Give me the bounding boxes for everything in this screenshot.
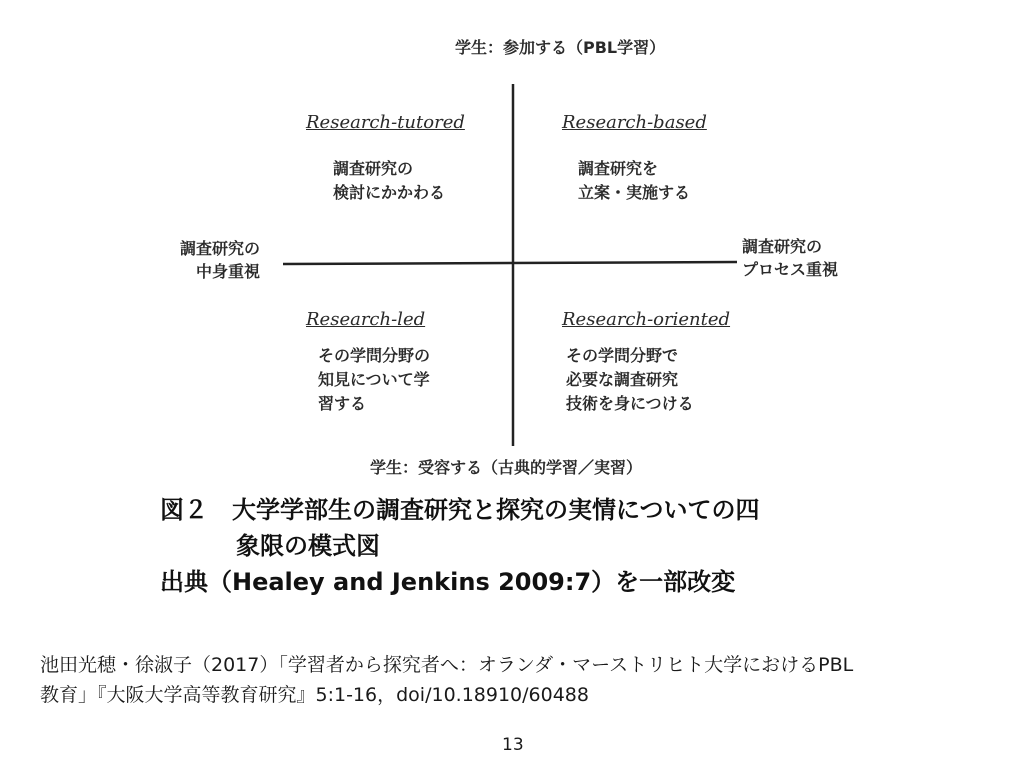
horizontal-axis (283, 262, 737, 264)
axis-label-left (180, 237, 260, 283)
figure-caption (160, 492, 760, 600)
citation-line1: 池田光穂・徐淑子（2017）「学習者から探究者へ：オランダ・マーストリヒト大学におけるPBL (40, 654, 854, 676)
figure-caption-line2: 象限の模式図 (236, 532, 380, 560)
quadrant-title-research-based: Research-based (562, 112, 707, 133)
quadrant-title-research-tutored: Research-tutored (306, 112, 465, 133)
quadrant-text-research-led: その学問分野の 知見について学 習する (318, 346, 431, 413)
quadrant-title-research-led: Research-led (306, 309, 426, 330)
quadrant-title-research-oriented: Research-oriented (562, 309, 731, 330)
axis-label-right-line2: プロセス重視 (742, 260, 839, 279)
page-number: 13 (502, 735, 524, 755)
axis-label-right-line1: 調査研究の (742, 237, 823, 256)
axis-label-bottom: 学生：受容する（古典的学習／実習） (370, 458, 643, 477)
axis-label-top: 学生：参加する（PBL学習） (455, 38, 666, 57)
axis-label-left-line2: 中身重視 (196, 262, 261, 281)
quadrant-text-research-based: 調査研究を 立案・実施する (578, 159, 691, 202)
axis-label-right (742, 235, 838, 281)
quadrant-text-research-oriented: その学問分野で 必要な調査研究 技術を身につける (566, 346, 694, 413)
axis-label-left-line1: 調査研究の (180, 239, 261, 258)
figure-caption-line1: 図２ 大学学部生の調査研究と探究の実情についての四 (160, 496, 760, 524)
figure-caption-source: 出典（Healey and Jenkins 2009:7）を一部改変 (160, 568, 736, 596)
citation-line2: 教育」『大阪大学高等教育研究』5:1-16，doi/10.18910/60488 (40, 684, 589, 706)
citation (40, 650, 1000, 710)
quadrant-text-research-tutored: 調査研究の 検討にかかわる (333, 159, 446, 202)
